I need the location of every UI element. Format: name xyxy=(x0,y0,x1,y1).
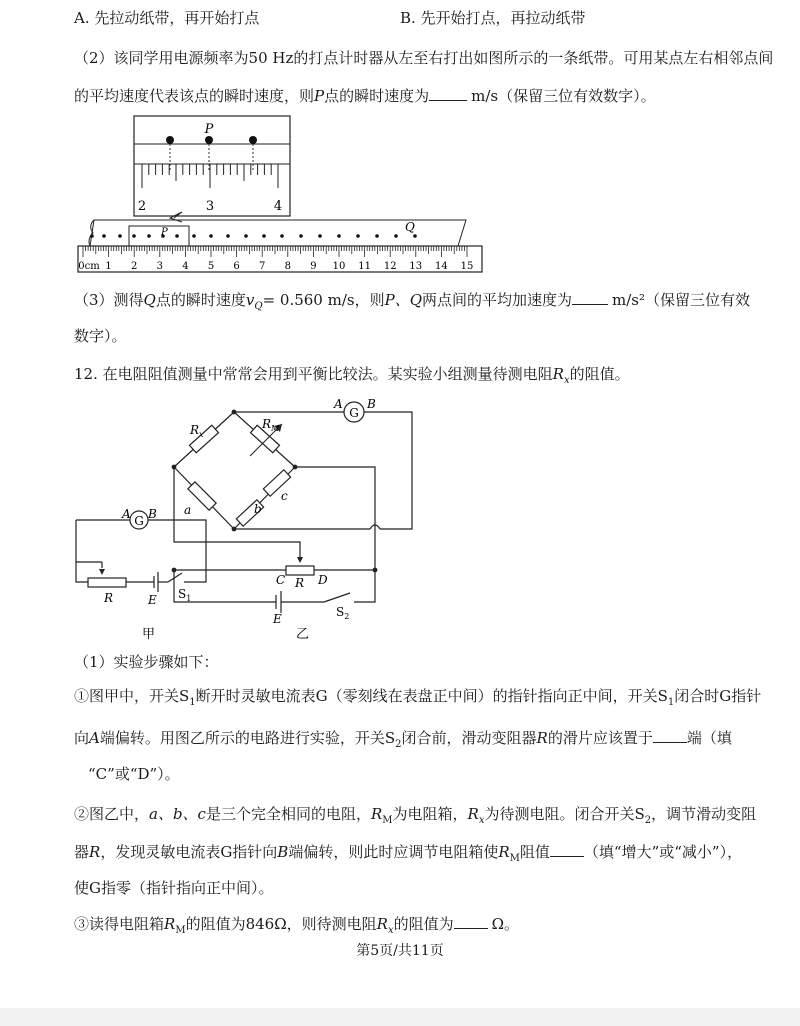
ruler-tick-label: 9 xyxy=(310,261,317,272)
steps-title: （1）实验步骤如下： xyxy=(74,653,219,671)
step2-line2: 器R，发现灵敏电流表G指针向B端偏转，则此时应调节电阻箱使$R_M$阻值 （填“增大”或“减小”）， xyxy=(74,843,743,864)
tape-dot xyxy=(249,136,257,144)
galvanometer-jia-label: G xyxy=(134,514,144,528)
ruler-tick-label: 8 xyxy=(284,261,291,272)
step2-line3: 使G指零（指针指向正中间）。 xyxy=(74,879,274,897)
ruler-tick-label: 4 xyxy=(182,261,189,272)
zoom-point-label: P xyxy=(204,122,214,137)
tape-dot xyxy=(375,234,379,238)
tape-dot xyxy=(118,234,122,238)
label-d-terminal: D xyxy=(318,573,328,587)
terminal-b-yi: B xyxy=(367,397,376,411)
step1-line2: 向A端偏转。用图乙所示的电路进行实验，开关$S_2$闭合前，滑动变阻器R的滑片应该置于 端（填 xyxy=(74,729,732,750)
q11-part2-line2: 的平均速度代表该点的瞬时速度，则P点的瞬时速度为 m/s（保留三位有效数字）。 xyxy=(74,87,656,105)
q11-part3-line1: （3）测得Q点的瞬时速度$v_Q= 0.560$ m/s，则P、Q两点间的平均加速度为 m/s²（保留三位有效 xyxy=(74,291,751,312)
switch-s1-jia: $S_1$ xyxy=(178,587,192,603)
answer-blank-rx xyxy=(454,914,488,929)
tape-small-p: P xyxy=(161,227,168,238)
label-rx: $R_x$ xyxy=(190,423,204,439)
answer-blank-acceleration xyxy=(572,290,608,305)
tape-dot xyxy=(244,234,248,238)
tape-dot xyxy=(318,234,322,238)
tape-dot xyxy=(90,234,94,238)
ruler-tick-label: 13 xyxy=(409,261,423,272)
caption-yi: 乙 xyxy=(296,627,310,642)
battery-e-jia: E xyxy=(148,593,157,607)
option-a: A. 先拉动纸带，再开始打点 xyxy=(74,9,260,27)
ruler-tick-label: 3 xyxy=(156,261,163,272)
tape-dot xyxy=(192,234,196,238)
tape-dot xyxy=(299,234,303,238)
ruler-tick-label: 10 xyxy=(332,261,346,272)
tape-dot xyxy=(280,234,284,238)
answer-blank-slider xyxy=(653,728,687,743)
ruler-tick-label: 11 xyxy=(358,261,371,272)
ruler-tick-label: 5 xyxy=(207,261,215,272)
ruler-tick-label: 14 xyxy=(435,261,448,272)
ruler-labels xyxy=(78,261,473,272)
step2-line1: ②图乙中，a、b、c是三个完全相同的电阻，$R_M$为电阻箱，$R_x$为待测电阻。闭合开关$S_2$，调节滑动变阻 xyxy=(74,805,757,826)
label-rm: $R_M$ xyxy=(262,417,280,433)
label-a: a xyxy=(184,503,192,517)
option-b: B. 先开始打点，再拉动纸带 xyxy=(400,9,586,27)
step1-line1: ①图甲中，开关$S_1$断开时灵敏电流表G（零刻线在表盘正中间）的指针指向正中间，开关$S_1$闭合时G指针 xyxy=(74,687,762,708)
ruler-tick-label: 6 xyxy=(233,261,240,272)
zoom-dots xyxy=(166,136,257,144)
zoom-tick-label-3: 3 xyxy=(205,199,215,214)
tape-dot xyxy=(262,234,266,238)
caption-jia: 甲 xyxy=(142,627,156,642)
q11-part3-line2: 数字）。 xyxy=(74,327,127,345)
circuit-yi xyxy=(174,412,412,613)
ruler-tick-label: 0cm xyxy=(78,261,100,272)
zoom-minor-ticks xyxy=(142,164,278,188)
ruler-tick-label: 15 xyxy=(460,261,474,272)
tape-dot xyxy=(132,234,136,238)
tape-dot xyxy=(337,234,341,238)
label-e-yi: E xyxy=(273,612,282,626)
tape-dot xyxy=(356,234,360,238)
answer-blank-adjust xyxy=(550,842,584,857)
ruler-tick-label: 12 xyxy=(383,261,397,272)
galvanometer-yi-label: G xyxy=(349,406,359,420)
terminal-a-jia: A xyxy=(122,507,131,521)
tape-dot xyxy=(394,234,398,238)
tape-q-label: Q xyxy=(405,220,415,234)
terminal-a-yi: A xyxy=(334,397,343,411)
resistor-a xyxy=(188,482,216,510)
ruler-tick-label: 7 xyxy=(259,261,266,272)
q12-intro: 12. 在电阻阻值测量中常常会用到平衡比较法。某实验小组测量待测电阻$R_x$的阻值。 xyxy=(74,365,630,386)
zoom-tick-label-4: 4 xyxy=(273,199,283,214)
tape-dot xyxy=(175,234,179,238)
tape-dot xyxy=(209,234,213,238)
ruler-tick-label: 1 xyxy=(105,261,112,272)
switch-s2-yi: $S_2$ xyxy=(336,605,350,621)
bottom-bar xyxy=(0,1008,800,1026)
step3-line: ③读得电阻箱$R_M$的阻值为846Ω，则待测电阻$R_x$的阻值为 Ω。 xyxy=(74,915,520,936)
answer-blank-velocity xyxy=(429,86,467,101)
ruler-ticks xyxy=(83,246,467,257)
label-b: b xyxy=(254,502,262,516)
paper-tape-figure xyxy=(70,112,490,278)
circuit-jia xyxy=(76,520,206,592)
page-footer: 第5页/共11页 xyxy=(356,943,444,959)
rheostat-r-jia: R xyxy=(104,591,114,605)
terminal-b-jia: B xyxy=(148,507,157,521)
frequency-value: 50 Hz xyxy=(248,49,294,67)
label-c-terminal: C xyxy=(276,573,286,587)
tape-dot xyxy=(413,234,417,238)
tape-dot xyxy=(226,234,230,238)
q11-part2-line1: （2）该同学用电源频率为50 Hz的打点计时器从左至右打出如图所示的一条纸带。可用某点左右相邻点间 xyxy=(74,49,774,67)
step1-line3: “C”或“D”）。 xyxy=(88,765,180,783)
circuit-figure xyxy=(60,392,440,654)
tape-dot xyxy=(147,234,151,238)
tape-dot xyxy=(166,136,174,144)
zoom-tick-label-2: 2 xyxy=(137,199,147,214)
tape-dot-p xyxy=(205,136,213,144)
label-c: c xyxy=(281,489,288,503)
ruler-tick-label: 2 xyxy=(131,261,138,272)
label-r-yi: R xyxy=(295,576,305,590)
tape-dot xyxy=(102,234,106,238)
